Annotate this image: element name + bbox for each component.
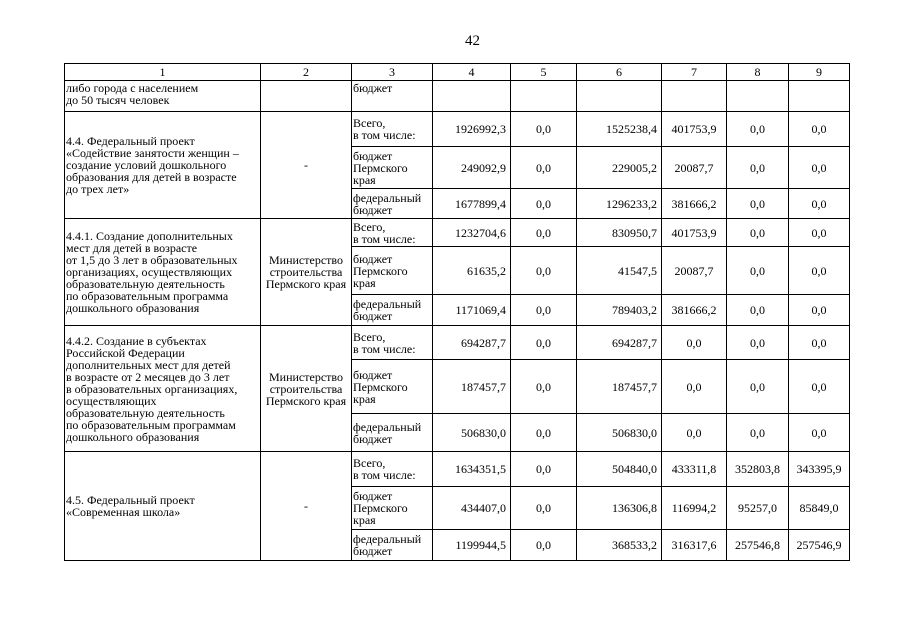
funding-source: бюджет Пермского края — [352, 147, 433, 189]
funding-source: бюджет — [352, 81, 433, 112]
column-header: 3 — [352, 64, 433, 81]
amount-cell: 0,0 — [662, 360, 727, 414]
amount-cell: 0,0 — [662, 326, 727, 360]
amount-cell: 136306,8 — [577, 487, 662, 530]
amount-cell: 0,0 — [789, 189, 850, 219]
amount-cell: 257546,9 — [789, 530, 850, 561]
amount-cell: 0,0 — [511, 219, 577, 247]
responsible-executor: - — [261, 112, 352, 219]
amount-cell: 0,0 — [511, 147, 577, 189]
amount-cell: 0,0 — [511, 360, 577, 414]
amount-cell: 0,0 — [511, 414, 577, 452]
amount-cell: 0,0 — [789, 112, 850, 147]
amount-cell: 343395,9 — [789, 452, 850, 487]
amount-cell: 95257,0 — [727, 487, 789, 530]
responsible-executor: Министерство строительства Пермского края — [261, 219, 352, 326]
amount-cell: 830950,7 — [577, 219, 662, 247]
amount-cell: 20087,7 — [662, 247, 727, 295]
amount-cell: 694287,7 — [577, 326, 662, 360]
funding-source: федеральный бюджет — [352, 295, 433, 326]
amount-cell: 0,0 — [727, 360, 789, 414]
amount-cell: 1677899,4 — [433, 189, 511, 219]
funding-source: федеральный бюджет — [352, 189, 433, 219]
column-header: 4 — [433, 64, 511, 81]
column-header: 1 — [65, 64, 261, 81]
amount-cell: 0,0 — [511, 295, 577, 326]
funding-source: федеральный бюджет — [352, 414, 433, 452]
amount-cell — [433, 81, 511, 112]
amount-cell: 381666,2 — [662, 295, 727, 326]
amount-cell: 1926992,3 — [433, 112, 511, 147]
amount-cell: 694287,7 — [433, 326, 511, 360]
table-row — [65, 81, 850, 112]
amount-cell: 506830,0 — [433, 414, 511, 452]
amount-cell: 61635,2 — [433, 247, 511, 295]
funding-source: федеральный бюджет — [352, 530, 433, 561]
amount-cell — [577, 81, 662, 112]
amount-cell: 0,0 — [727, 189, 789, 219]
column-header: 7 — [662, 64, 727, 81]
funding-source: Всего, в том числе: — [352, 326, 433, 360]
amount-cell: 229005,2 — [577, 147, 662, 189]
funding-source: бюджет Пермского края — [352, 360, 433, 414]
amount-cell — [789, 81, 850, 112]
item-name: 4.4.1. Создание дополнительных мест для детей в возрасте от 1,5 до 3 лет в образовательных организациях, осуществляющих образовательную деятельность по образовательным программа дошкольного образования — [65, 219, 261, 326]
amount-cell: 434407,0 — [433, 487, 511, 530]
amount-cell: 0,0 — [789, 326, 850, 360]
amount-cell: 0,0 — [511, 247, 577, 295]
amount-cell: 506830,0 — [577, 414, 662, 452]
column-header: 9 — [789, 64, 850, 81]
amount-cell: 257546,8 — [727, 530, 789, 561]
amount-cell: 20087,7 — [662, 147, 727, 189]
item-name: 4.4. Федеральный проект «Содействие занятости женщин – создание условий дошкольного образования для детей в возрасте до трех лет» — [65, 112, 261, 219]
amount-cell: 116994,2 — [662, 487, 727, 530]
amount-cell: 41547,5 — [577, 247, 662, 295]
column-header: 5 — [511, 64, 577, 81]
amount-cell: 0,0 — [511, 487, 577, 530]
amount-cell: 0,0 — [727, 247, 789, 295]
amount-cell: 0,0 — [727, 414, 789, 452]
amount-cell: 1232704,6 — [433, 219, 511, 247]
amount-cell: 0,0 — [789, 219, 850, 247]
amount-cell: 0,0 — [789, 147, 850, 189]
amount-cell: 0,0 — [727, 326, 789, 360]
column-header: 6 — [577, 64, 662, 81]
amount-cell: 187457,7 — [433, 360, 511, 414]
amount-cell: 0,0 — [789, 414, 850, 452]
amount-cell: 1634351,5 — [433, 452, 511, 487]
responsible-executor: Министерство строительства Пермского края — [261, 326, 352, 452]
amount-cell: 249092,9 — [433, 147, 511, 189]
amount-cell: 433311,8 — [662, 452, 727, 487]
responsible-executor — [261, 81, 352, 112]
table-row — [65, 326, 850, 360]
amount-cell: 0,0 — [511, 189, 577, 219]
page-number: 42 — [465, 33, 480, 49]
amount-cell: 368533,2 — [577, 530, 662, 561]
responsible-executor: - — [261, 452, 352, 561]
item-name: 4.4.2. Создание в субъектах Российской Федерации дополнительных мест для детей в возрасте от 2 месяцев до 3 лет в образовательных организациях, осуществляющих образовательную деятельность по образовательным программам дошкольного образования — [65, 326, 261, 452]
amount-cell: 0,0 — [511, 530, 577, 561]
amount-cell: 401753,9 — [662, 112, 727, 147]
amount-cell: 789403,2 — [577, 295, 662, 326]
amount-cell: 352803,8 — [727, 452, 789, 487]
amount-cell: 0,0 — [727, 147, 789, 189]
amount-cell: 85849,0 — [789, 487, 850, 530]
amount-cell: 0,0 — [511, 326, 577, 360]
amount-cell: 1171069,4 — [433, 295, 511, 326]
amount-cell: 0,0 — [789, 360, 850, 414]
table-row — [65, 452, 850, 487]
amount-cell: 401753,9 — [662, 219, 727, 247]
column-header: 2 — [261, 64, 352, 81]
amount-cell: 187457,7 — [577, 360, 662, 414]
amount-cell: 0,0 — [727, 112, 789, 147]
column-header: 8 — [727, 64, 789, 81]
amount-cell — [727, 81, 789, 112]
amount-cell: 504840,0 — [577, 452, 662, 487]
funding-source: Всего, в том числе: — [352, 112, 433, 147]
amount-cell: 0,0 — [662, 414, 727, 452]
amount-cell — [511, 81, 577, 112]
amount-cell: 0,0 — [789, 247, 850, 295]
amount-cell: 1199944,5 — [433, 530, 511, 561]
amount-cell: 0,0 — [727, 219, 789, 247]
funding-source: бюджет Пермского края — [352, 247, 433, 295]
amount-cell: 0,0 — [511, 112, 577, 147]
amount-cell: 0,0 — [511, 452, 577, 487]
table-header-row — [65, 64, 850, 81]
budget-table — [64, 63, 850, 561]
funding-source: бюджет Пермского края — [352, 487, 433, 530]
amount-cell: 316317,6 — [662, 530, 727, 561]
funding-source: Всего, в том числе: — [352, 452, 433, 487]
item-name: либо города с населением до 50 тысяч человек — [65, 81, 261, 112]
amount-cell: 0,0 — [727, 295, 789, 326]
amount-cell: 381666,2 — [662, 189, 727, 219]
table-row — [65, 112, 850, 147]
item-name: 4.5. Федеральный проект «Современная школа» — [65, 452, 261, 561]
funding-source: Всего, в том числе: — [352, 219, 433, 247]
amount-cell: 1296233,2 — [577, 189, 662, 219]
amount-cell: 0,0 — [789, 295, 850, 326]
table-row — [65, 219, 850, 247]
amount-cell — [662, 81, 727, 112]
amount-cell: 1525238,4 — [577, 112, 662, 147]
